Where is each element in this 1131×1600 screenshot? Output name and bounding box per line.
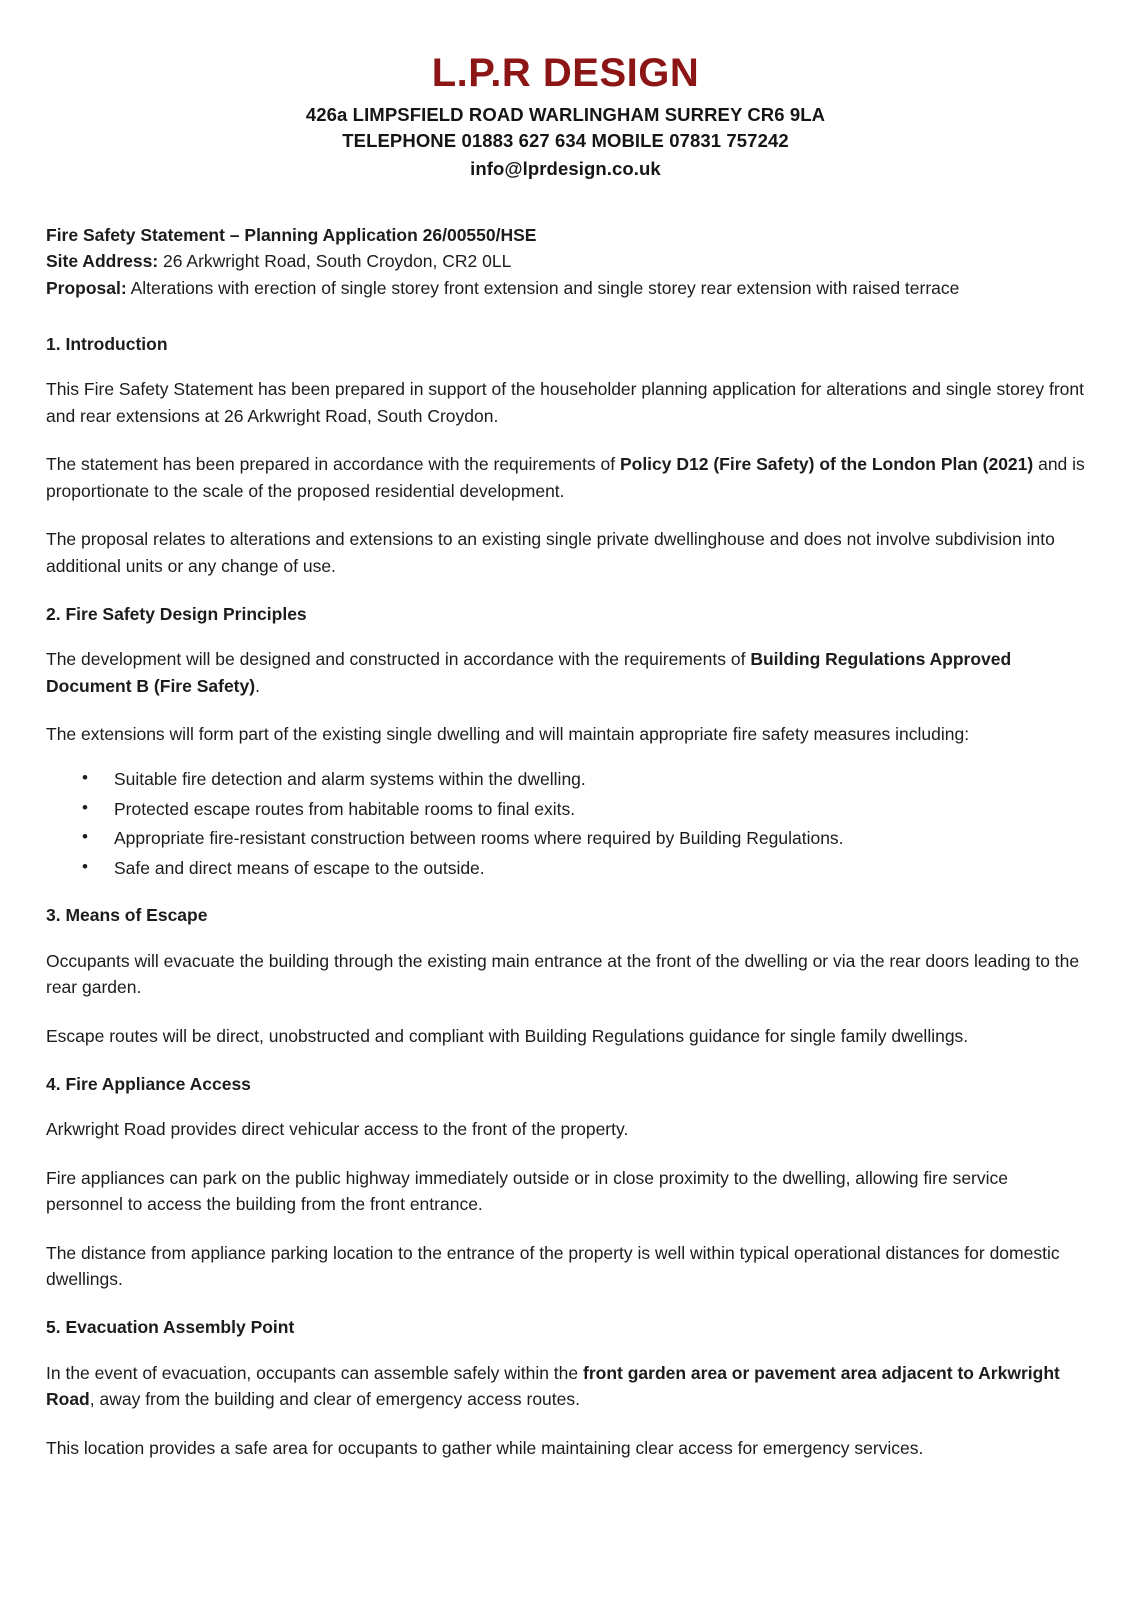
section-design-principles bbox=[46, 602, 1087, 882]
fire-safety-measures-list bbox=[46, 766, 1087, 881]
design-p1-part1: The development will be designed and constructed in accordance with the requirements of bbox=[46, 649, 751, 670]
section-introduction bbox=[46, 332, 1087, 580]
design-p1-part3: . bbox=[255, 675, 260, 696]
intro-p2-part1: The statement has been prepared in accordance with the requirements of bbox=[46, 454, 620, 475]
proposal-line bbox=[46, 275, 1087, 302]
intro-p2-part3: and is proportionate to the scale of the proposed residential development. bbox=[46, 454, 1085, 501]
company-name: L.P.R DESIGN bbox=[431, 51, 700, 95]
list-item: • Suitable fire detection and alarm systems within the dwelling. bbox=[82, 766, 1087, 793]
document-body bbox=[44, 222, 1087, 1462]
site-address-label: Site Address: bbox=[46, 251, 159, 272]
list-item: • Appropriate fire-resistant construction between rooms where required by Building Regulations. bbox=[82, 825, 1087, 852]
letterhead bbox=[44, 52, 1087, 182]
document-meta bbox=[46, 222, 1087, 302]
access-paragraph-3: The distance from appliance parking location to the entrance of the property is well within typical operational distances for domestic dwellings. bbox=[46, 1242, 1060, 1290]
proposal-label: Proposal: bbox=[46, 277, 127, 298]
intro-paragraph-2 bbox=[46, 451, 1087, 504]
access-paragraph-1: Arkwright Road provides direct vehicular access to the front of the property. bbox=[46, 1119, 629, 1140]
company-address: 426a LIMPSFIELD ROAD WARLINGHAM SURREY CR6 9LA bbox=[305, 104, 826, 125]
company-email: info@lprdesign.co.uk bbox=[470, 157, 661, 179]
section-heading-design-principles: 2. Fire Safety Design Principles bbox=[46, 603, 307, 624]
assembly-paragraph-2: This location provides a safe area for occupants to gather while maintaining clear access for emergency services. bbox=[46, 1437, 924, 1458]
section-fire-appliance-access bbox=[46, 1072, 1087, 1293]
section-evacuation-assembly-point bbox=[46, 1315, 1087, 1461]
document-title: Fire Safety Statement – Planning Application 26/00550/HSE bbox=[46, 224, 537, 245]
intro-paragraph-1: This Fire Safety Statement has been prepared in support of the householder planning application for alterations and single storey front and rear extensions at 26 Arkwright Road, South Croydon. bbox=[46, 379, 1084, 426]
approved-document-b-emphasis: Building Regulations Approved Document B (Fire Safety) bbox=[46, 649, 1012, 696]
assembly-p1-part1: In the event of evacuation, occupants can assemble safely within the bbox=[46, 1362, 583, 1383]
design-paragraph-1 bbox=[46, 646, 1087, 699]
assembly-location-emphasis: front garden area or pavement area adjacent to Arkwright Road bbox=[46, 1362, 1060, 1410]
escape-paragraph-1: Occupants will evacuate the building through the existing main entrance at the front of the dwelling or via the rear doors leading to the rear garden. bbox=[46, 950, 1080, 998]
escape-paragraph-2: Escape routes will be direct, unobstructed and compliant with Building Regulations guidance for single family dwellings. bbox=[46, 1025, 969, 1046]
site-address-line bbox=[46, 248, 1087, 275]
section-heading-fire-appliance-access: 4. Fire Appliance Access bbox=[46, 1073, 251, 1094]
assembly-paragraph-1 bbox=[46, 1360, 1087, 1413]
intro-paragraph-3: The proposal relates to alterations and extensions to an existing single private dwellinghouse and does not involve subdivision into additional units or any change of use. bbox=[46, 529, 1055, 577]
site-address-value: 26 Arkwright Road, South Croydon, CR2 0LL bbox=[163, 251, 512, 272]
section-heading-evacuation-assembly-point: 5. Evacuation Assembly Point bbox=[46, 1317, 295, 1338]
list-item: • Protected escape routes from habitable rooms to final exits. bbox=[82, 796, 1087, 823]
design-paragraph-2: The extensions will form part of the existing single dwelling and will maintain appropriate fire safety measures including: bbox=[46, 724, 970, 745]
policy-d12-emphasis: Policy D12 (Fire Safety) of the London Plan (2021) bbox=[619, 454, 1034, 475]
proposal-value: Alterations with erection of single storey front extension and single storey rear extension with raised terrace bbox=[130, 277, 960, 298]
section-means-of-escape bbox=[46, 903, 1087, 1049]
list-item: • Safe and direct means of escape to the outside. bbox=[82, 855, 1087, 882]
assembly-p1-part3: , away from the building and clear of emergency access routes. bbox=[89, 1389, 580, 1410]
section-heading-means-of-escape: 3. Means of Escape bbox=[46, 905, 208, 926]
company-phone-numbers: TELEPHONE 01883 627 634 MOBILE 07831 757242 bbox=[342, 130, 789, 152]
section-heading-introduction: 1. Introduction bbox=[46, 333, 168, 354]
access-paragraph-2: Fire appliances can park on the public highway immediately outside or in close proximity to the dwelling, allowing fire service personnel to access the building from the front entrance. bbox=[46, 1167, 1008, 1215]
